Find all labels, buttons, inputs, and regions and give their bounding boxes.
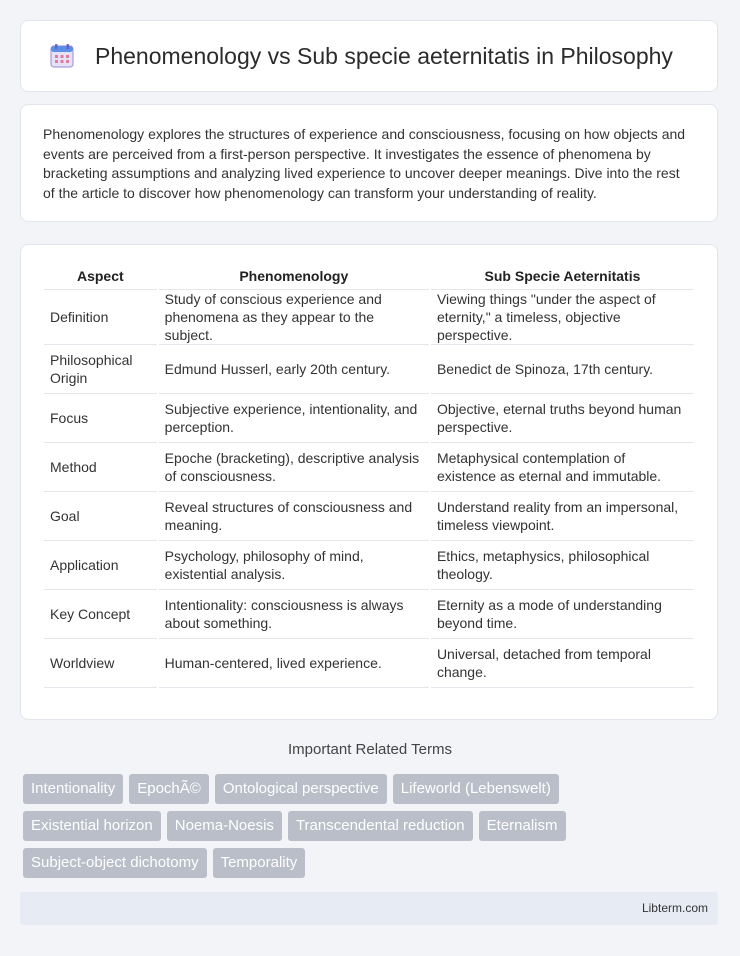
aeternitatis-cell: Benedict de Spinoza, 17th century. bbox=[431, 345, 694, 394]
aspect-cell: Focus bbox=[44, 394, 157, 443]
calendar-icon bbox=[49, 43, 75, 69]
term-tag[interactable]: Existential horizon bbox=[23, 811, 161, 841]
term-tag[interactable]: Ontological perspective bbox=[215, 774, 387, 804]
aeternitatis-cell: Viewing things "under the aspect of eternity," a timeless, objective perspective. bbox=[431, 290, 694, 345]
table-row bbox=[44, 290, 694, 345]
comparison-card bbox=[20, 244, 718, 720]
aspect-cell: Application bbox=[44, 541, 157, 590]
term-tag[interactable]: Eternalism bbox=[479, 811, 566, 841]
table-header-row bbox=[44, 263, 694, 290]
aspect-cell: Definition bbox=[44, 290, 157, 345]
term-tag[interactable]: Subject-object dichotomy bbox=[23, 848, 207, 878]
table-row bbox=[44, 394, 694, 443]
aeternitatis-cell: Universal, detached from temporal change. bbox=[431, 639, 694, 688]
phenomenology-cell: Epoche (bracketing), descriptive analysis of consciousness. bbox=[159, 443, 429, 492]
title-card bbox=[20, 20, 718, 92]
term-tag[interactable]: Noema-Noesis bbox=[167, 811, 282, 841]
footer-site-link[interactable]: Libterm.com bbox=[641, 901, 708, 915]
page-title: Phenomenology vs Sub specie aeternitatis in Philosophy bbox=[95, 42, 673, 69]
term-tag[interactable]: Transcendental reduction bbox=[288, 811, 473, 841]
aeternitatis-cell: Ethics, metaphysics, philosophical theology. bbox=[431, 541, 694, 590]
phenomenology-cell: Edmund Husserl, early 20th century. bbox=[159, 345, 429, 394]
aspect-cell: Philosophical Origin bbox=[44, 345, 157, 394]
phenomenology-cell: Intentionality: consciousness is always about something. bbox=[159, 590, 429, 639]
phenomenology-cell: Subjective experience, intentionality, and perception. bbox=[159, 394, 429, 443]
column-header: Phenomenology bbox=[159, 263, 429, 290]
intro-card bbox=[20, 104, 718, 222]
aspect-cell: Key Concept bbox=[44, 590, 157, 639]
related-terms-list bbox=[23, 774, 723, 885]
term-tag[interactable]: Lifeworld (Lebenswelt) bbox=[393, 774, 559, 804]
footer-bar bbox=[20, 892, 718, 925]
aeternitatis-cell: Understand reality from an impersonal, timeless viewpoint. bbox=[431, 492, 694, 541]
related-terms-title: Important Related Terms bbox=[288, 741, 452, 758]
aspect-cell: Method bbox=[44, 443, 157, 492]
column-header: Sub Specie Aeternitatis bbox=[431, 263, 694, 290]
table-row bbox=[44, 492, 694, 541]
aspect-cell: Worldview bbox=[44, 639, 157, 688]
aeternitatis-cell: Eternity as a mode of understanding beyond time. bbox=[431, 590, 694, 639]
table-row bbox=[44, 541, 694, 590]
table-row bbox=[44, 443, 694, 492]
column-header: Aspect bbox=[44, 263, 157, 290]
term-tag[interactable]: Intentionality bbox=[23, 774, 123, 804]
table-row bbox=[44, 590, 694, 639]
table-row bbox=[44, 639, 694, 688]
phenomenology-cell: Reveal structures of consciousness and meaning. bbox=[159, 492, 429, 541]
phenomenology-cell: Study of conscious experience and phenomena as they appear to the subject. bbox=[159, 290, 429, 345]
aeternitatis-cell: Objective, eternal truths beyond human perspective. bbox=[431, 394, 694, 443]
comparison-table bbox=[42, 263, 696, 688]
term-tag[interactable]: Temporality bbox=[213, 848, 306, 878]
term-tag[interactable]: EpochÃ© bbox=[129, 774, 209, 804]
phenomenology-cell: Psychology, philosophy of mind, existential analysis. bbox=[159, 541, 429, 590]
aeternitatis-cell: Metaphysical contemplation of existence as eternal and immutable. bbox=[431, 443, 694, 492]
phenomenology-cell: Human-centered, lived experience. bbox=[159, 639, 429, 688]
table-row bbox=[44, 345, 694, 394]
aspect-cell: Goal bbox=[44, 492, 157, 541]
intro-text: Phenomenology explores the structures of experience and consciousness, focusing on how objects and events are perceived from a first-person perspective. It investigates the essence of phenomena by bracketing assumptions and analyzing lived experience to uncover deeper meanings. Dive into the rest of the article to discover how phenomenology can transform your understanding of reality. bbox=[43, 126, 686, 201]
